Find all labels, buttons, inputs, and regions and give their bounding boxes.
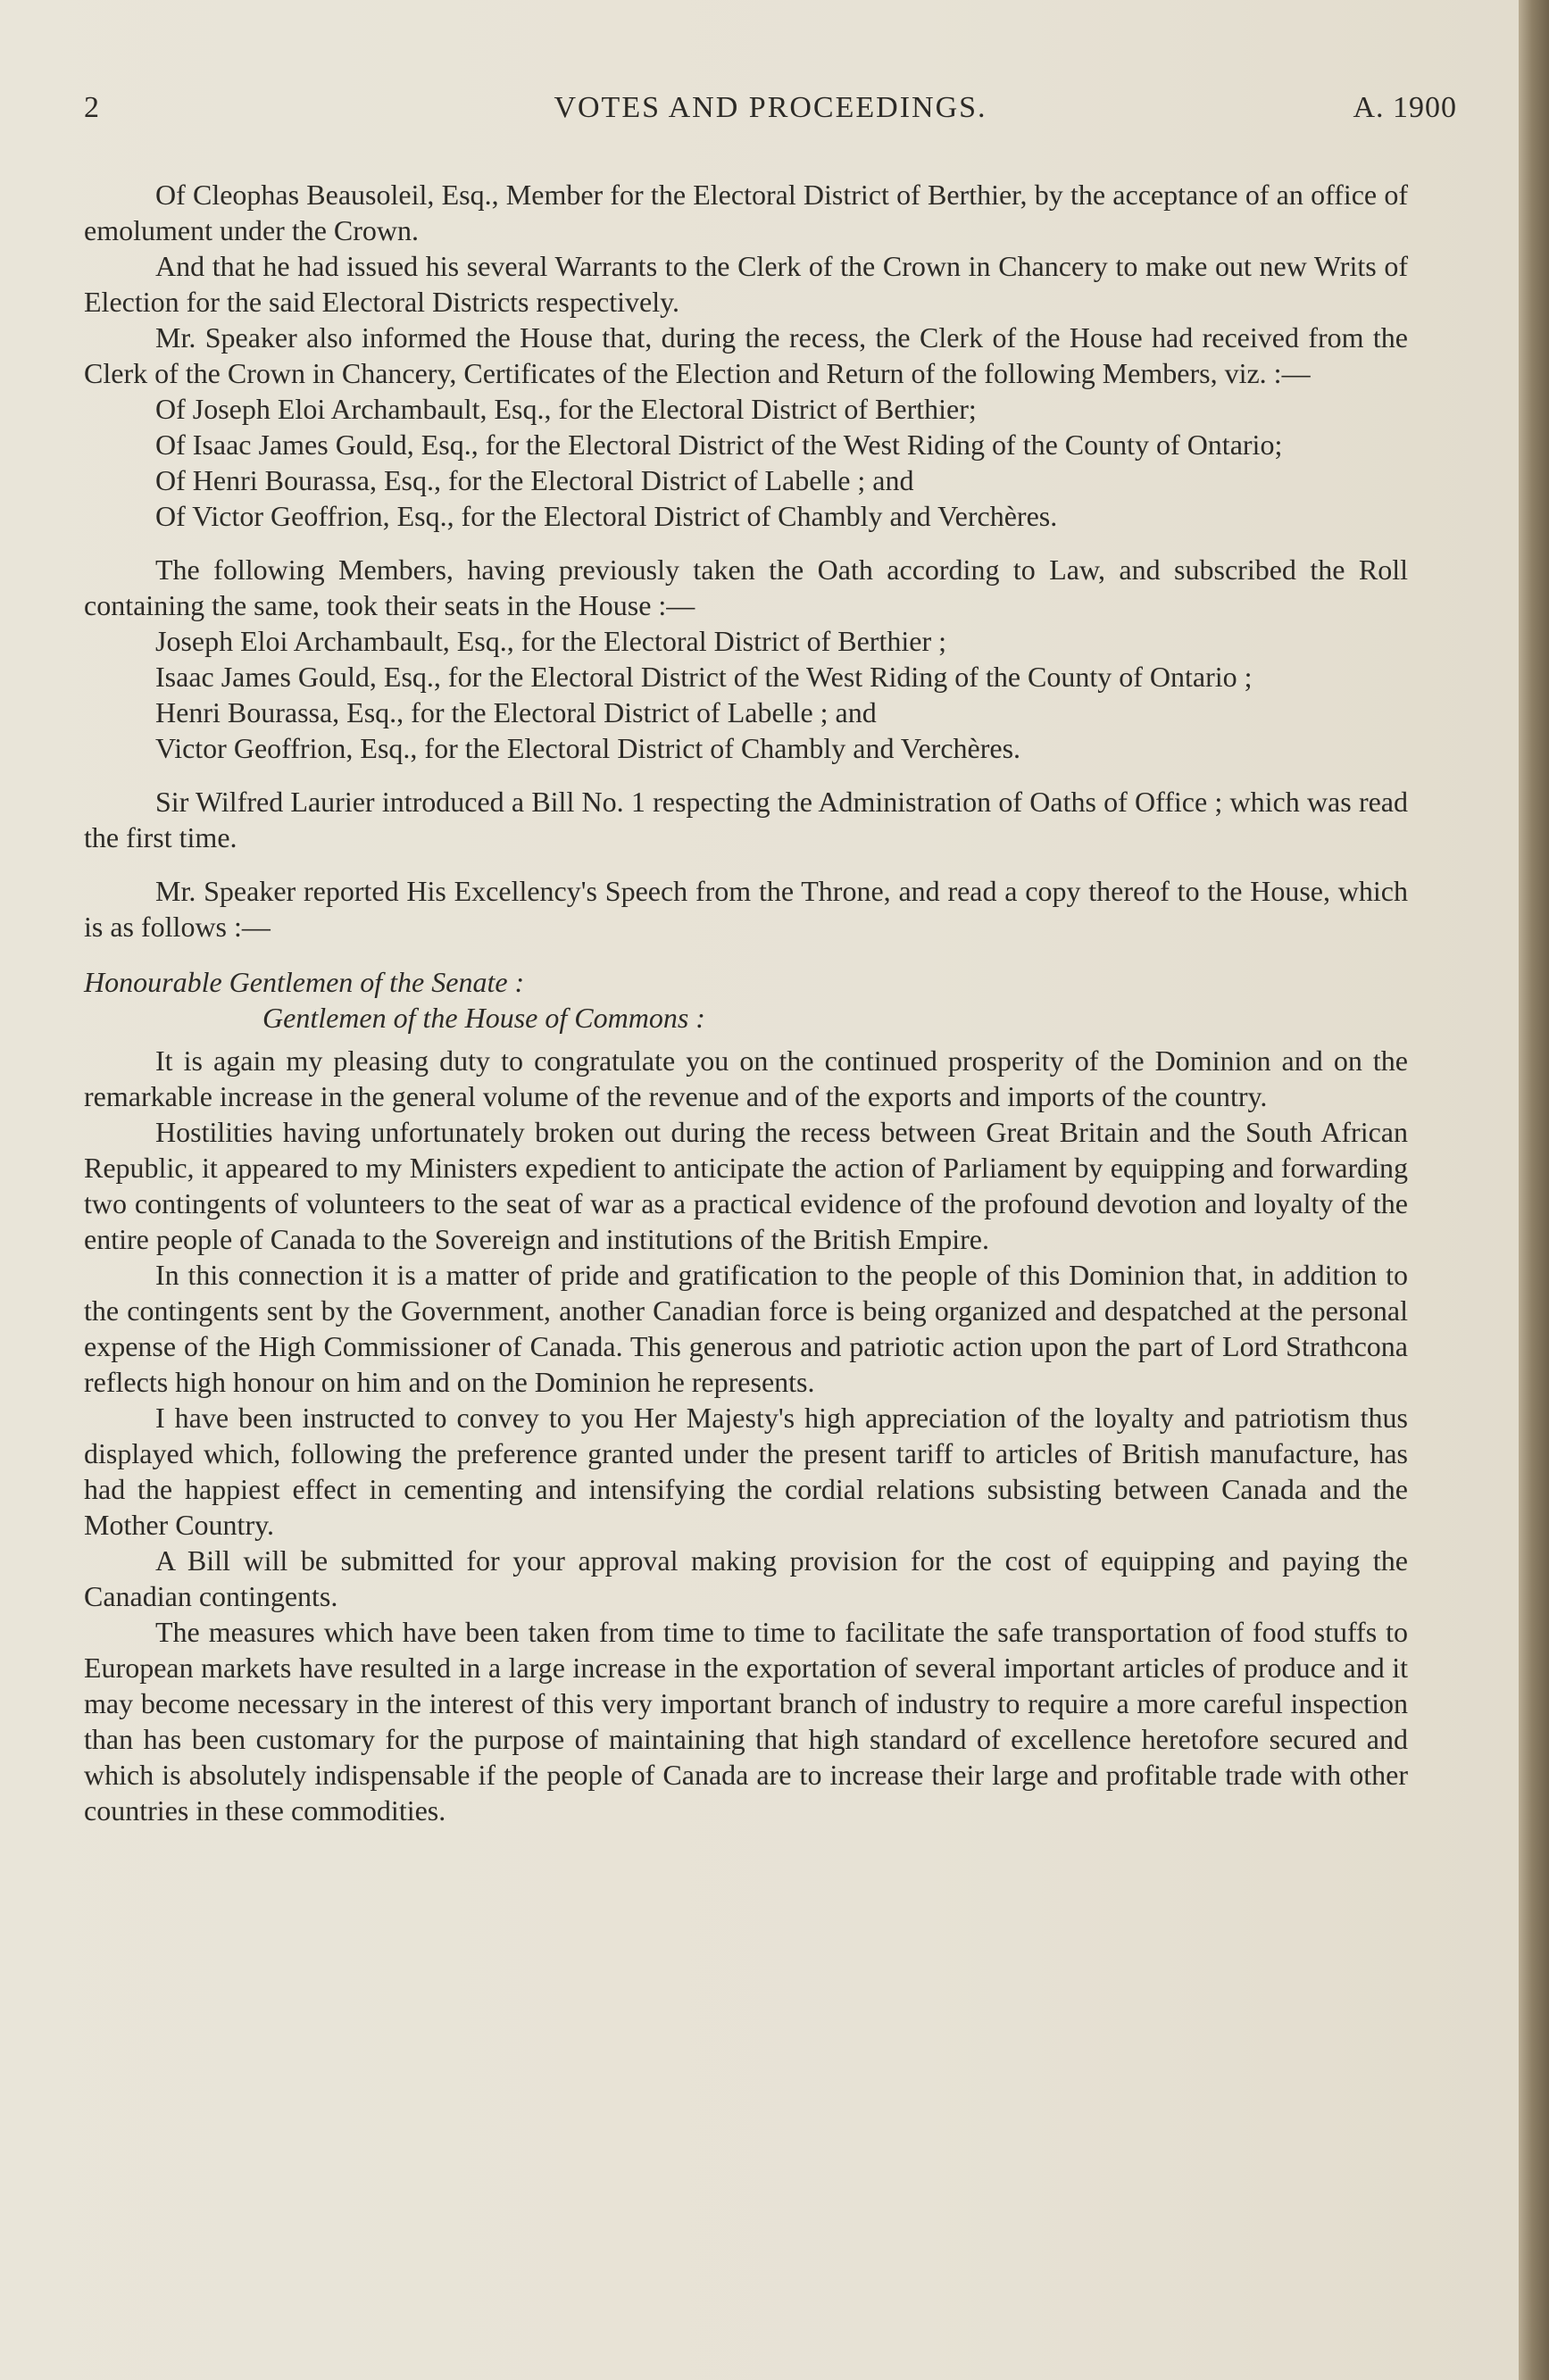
document-body <box>84 177 1408 1828</box>
paragraph: Of Joseph Eloi Archambault, Esq., for the Electoral District of Berthier; <box>155 393 977 425</box>
speech-paragraph: I have been instructed to convey to you Her Majesty's high appreciation of the loyalty and patriotism thus displayed which, following the preference granted under the present tariff to articles of British manufacture, has had the happiest effect in cementing and intensifying the cordial relations subsisting between Canada and the Mother Country. <box>84 1402 1408 1541</box>
page-binding-edge <box>1519 0 1549 2380</box>
paragraph: The following Members, having previously taken the Oath according to Law, and subscribed the Roll containing the same, took their seats in the House :— <box>84 553 1408 621</box>
paragraph: Mr. Speaker also informed the House that, during the recess, the Clerk of the House had received from the Clerk of the Crown in Chancery, Certificates of the Election and Return of the following Members, viz. :— <box>84 321 1408 389</box>
paragraph: Henri Bourassa, Esq., for the Electoral District of Labelle ; and <box>155 696 877 728</box>
paragraph: Sir Wilfred Laurier introduced a Bill No. 1 respecting the Administration of Oaths of Office ; which was read the first time. <box>84 786 1408 853</box>
speech-paragraph: In this connection it is a matter of pride and gratification to the people of this Dominion that, in addition to the contingents sent by the Government, another Canadian force is being organized and despatched at the personal expense of the High Commissioner of Canada. This generous and patriotic action upon the part of Lord Strathcona reflects high honour on him and on the Dominion he represents. <box>84 1259 1408 1398</box>
paragraph: Isaac James Gould, Esq., for the Electoral District of the West Riding of the County of Ontario ; <box>155 661 1253 693</box>
paragraph: Joseph Eloi Archambault, Esq., for the Electoral District of Berthier ; <box>155 625 946 657</box>
paragraph: Of Victor Geoffrion, Esq., for the Electoral District of Chambly and Verchères. <box>155 500 1058 532</box>
paragraph: And that he had issued his several Warrants to the Clerk of the Crown in Chancery to make out new Writs of Election for the said Electoral Districts respectively. <box>84 250 1408 318</box>
running-header <box>84 87 1457 129</box>
session-year: A. 1900 <box>1353 91 1457 124</box>
page-number: 2 <box>84 91 100 124</box>
running-title: VOTES AND PROCEEDINGS. <box>554 91 987 124</box>
speech-salutation-senate: Honourable Gentlemen of the Senate : <box>84 966 525 998</box>
paragraph: Victor Geoffrion, Esq., for the Electoral District of Chambly and Verchères. <box>155 732 1021 764</box>
speech-salutation-commons: Gentlemen of the House of Commons : <box>262 1002 705 1034</box>
paragraph: Of Henri Bourassa, Esq., for the Electoral District of Labelle ; and <box>155 464 914 496</box>
speech-paragraph: A Bill will be submitted for your approval making provision for the cost of equipping and paying the Canadian contingents. <box>84 1544 1408 1612</box>
speech-paragraph: The measures which have been taken from time to time to facilitate the safe transportation of food stuffs to European markets have resulted in a large increase in the exportation of several important articles of produce and it may become necessary in the interest of this very important branch of industry to require a more careful inspection than has been customary for the purpose of maintaining that high standard of excellence heretofore secured and which is absolutely indispensable if the people of Canada are to increase their large and profitable trade with other countries in these commodities. <box>84 1616 1408 1827</box>
speech-paragraph: It is again my pleasing duty to congratulate you on the continued prosperity of the Dominion and on the remarkable increase in the general volume of the revenue and of the exports and imports of the country. <box>84 1044 1408 1112</box>
paragraph: Of Cleophas Beausoleil, Esq., Member for the Electoral District of Berthier, by the acceptance of an office of emolument under the Crown. <box>84 179 1408 246</box>
paragraph: Of Isaac James Gould, Esq., for the Electoral District of the West Riding of the County of Ontario; <box>155 429 1283 461</box>
paragraph: Mr. Speaker reported His Excellency's Speech from the Throne, and read a copy thereof to the House, which is as follows :— <box>84 875 1408 943</box>
speech-paragraph: Hostilities having unfortunately broken out during the recess between Great Britain and the South African Republic, it appeared to my Ministers expedient to anticipate the action of Parliament by equipping and forwarding two contingents of volunteers to the seat of war as a practical evidence of the profound devotion and loyalty of the entire people of Canada to the Sovereign and institutions of the British Empire. <box>84 1116 1408 1255</box>
